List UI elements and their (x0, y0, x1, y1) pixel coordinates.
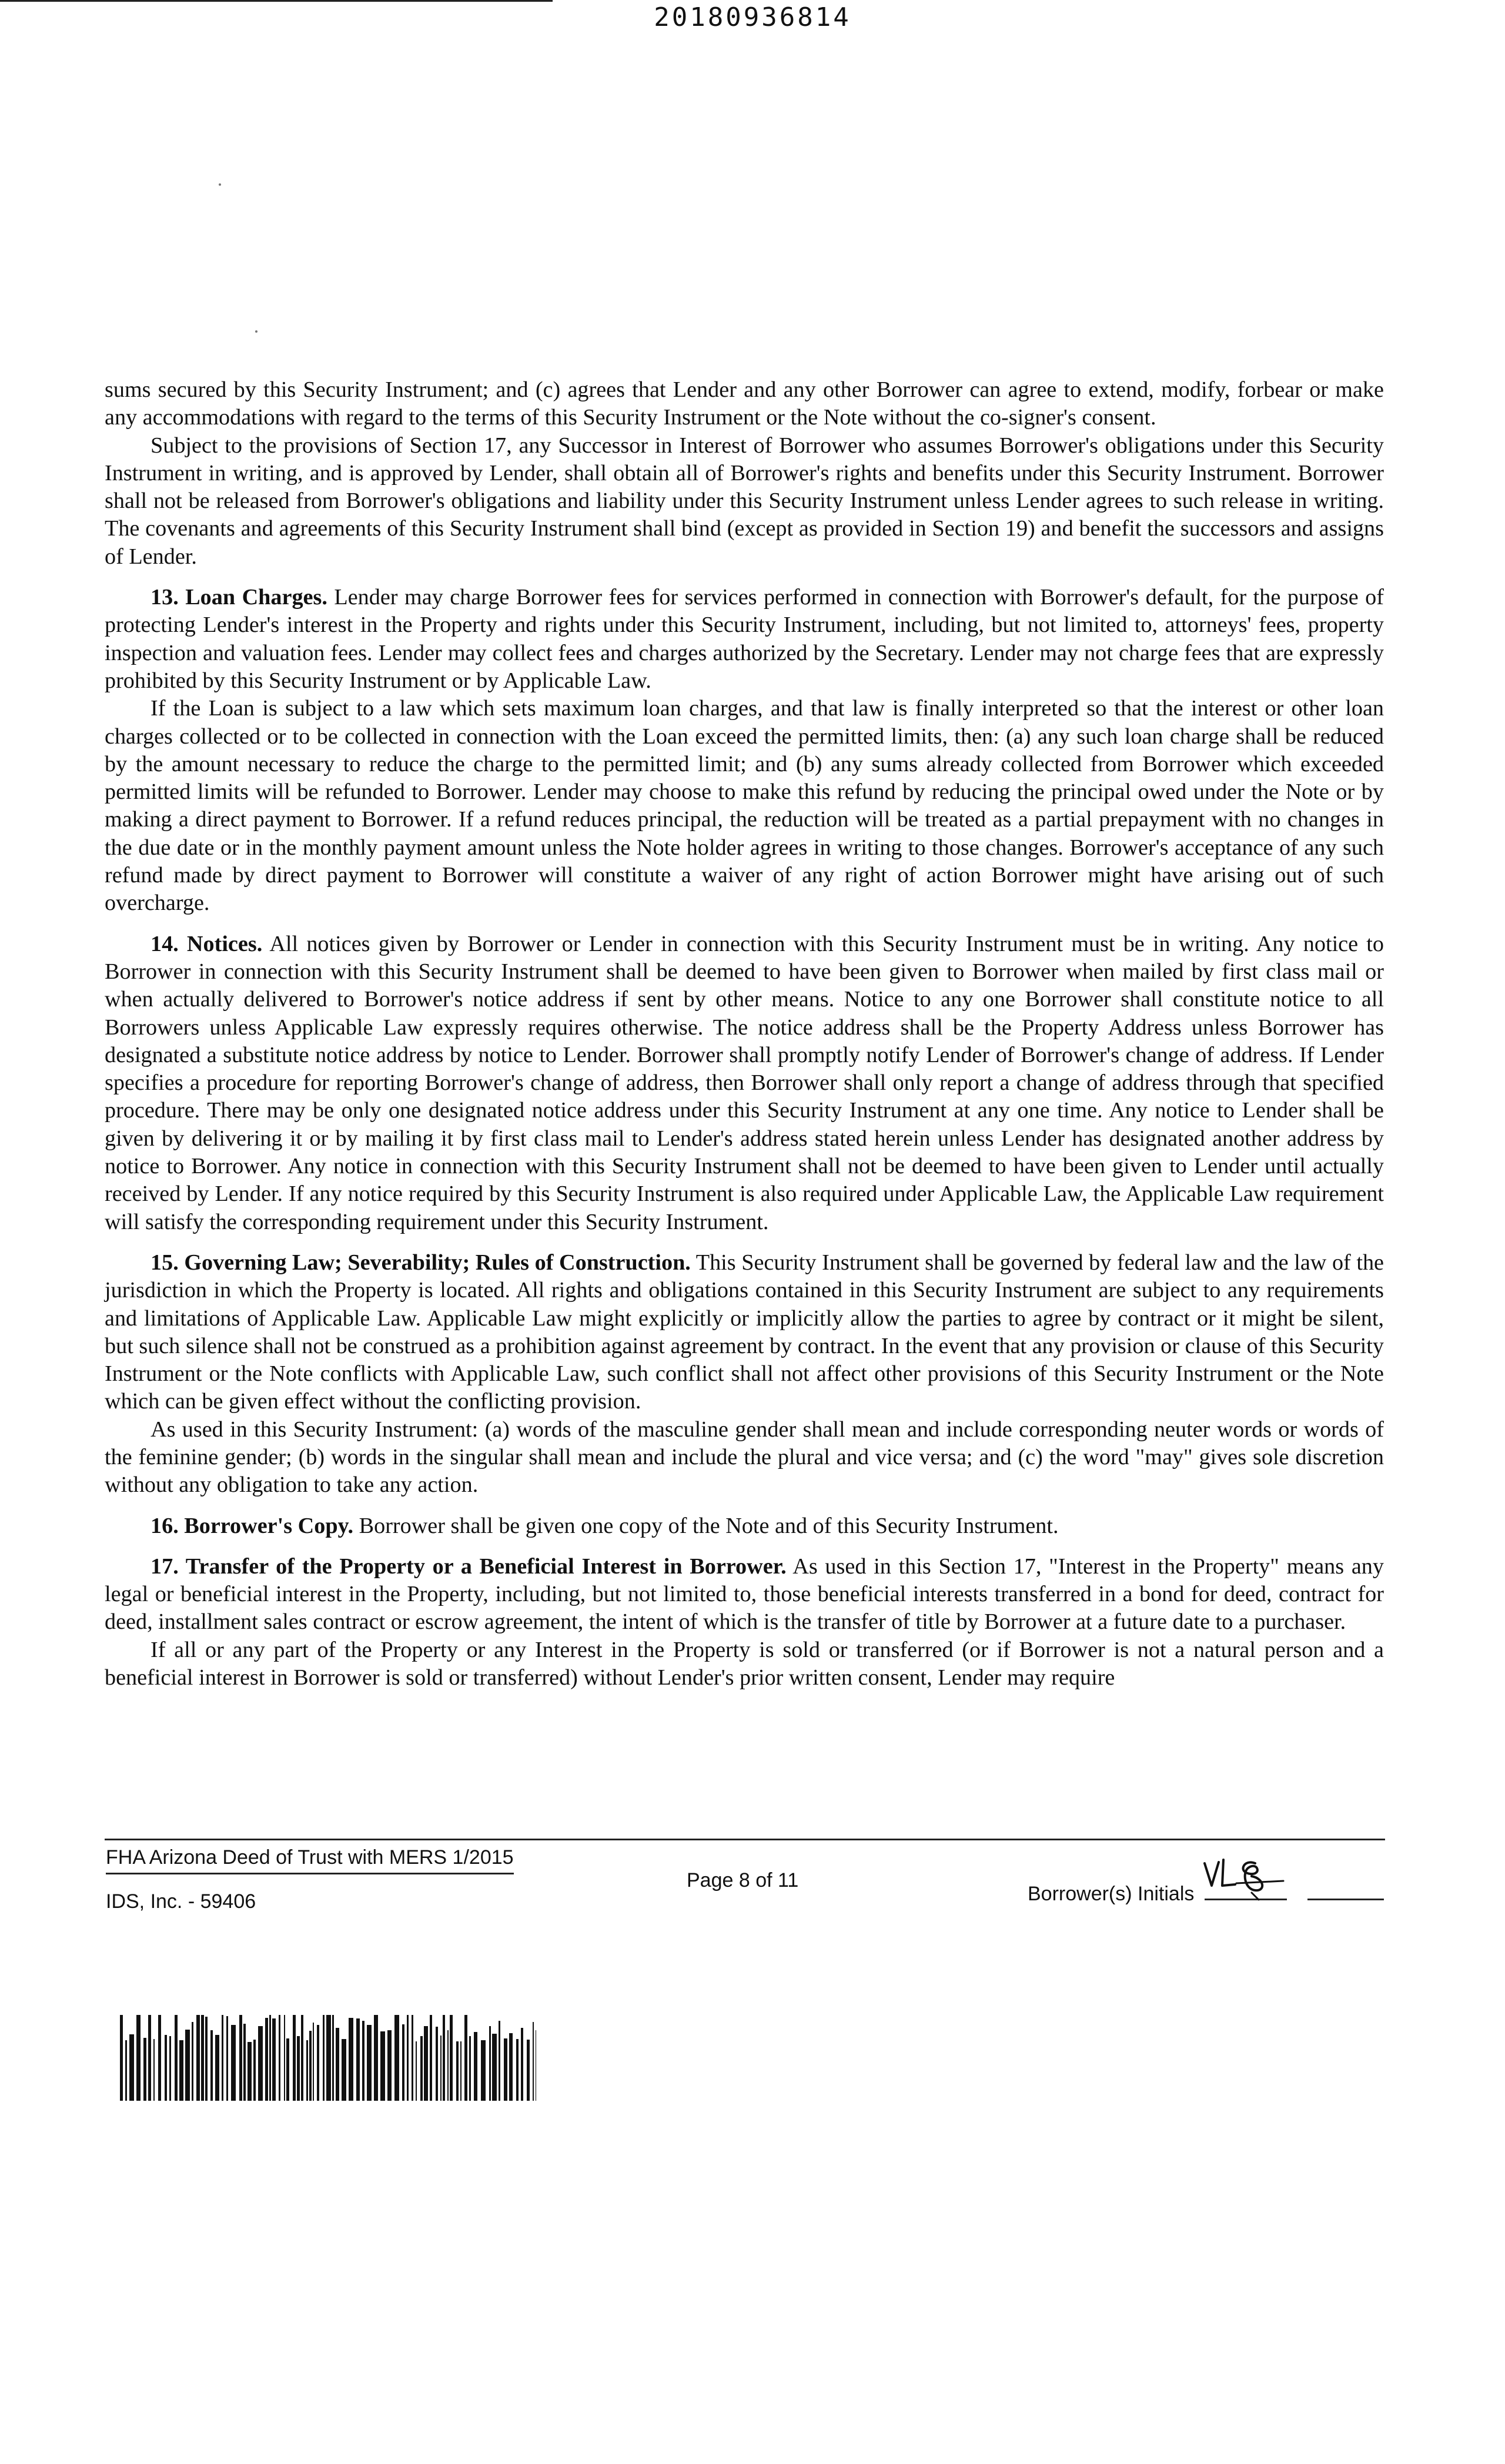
section-17-transfer-of-property (105, 1553, 1384, 1636)
paragraph-text: Lender may charge Borrower fees for services performed in connection with Borrower's default, for the purpose of protecting Lender's interest in the Property and rights under this Security Instrument, including, but not limited to, attorneys' fees, property inspection and valuation fees. Lender may collect fees and charges authorized by the Secretary. Lender may not charge fees that are expressly prohibited by this Security Instrument or by Applicable Law. (105, 585, 1384, 693)
barcode-bar (509, 2033, 513, 2101)
paragraph-sale-or-transfer (105, 1636, 1384, 1692)
paragraph-text: Borrower shall be given one copy of the Note and of this Security Instrument. (359, 1513, 1059, 1538)
section-16-borrowers-copy (105, 1512, 1384, 1540)
barcode-bar (412, 2015, 413, 2101)
barcode-bar (205, 2017, 208, 2101)
barcode-bar (120, 2015, 123, 2101)
barcode-bar (332, 2015, 334, 2101)
barcode-bar (153, 2039, 155, 2101)
section-14-notices (105, 930, 1384, 1236)
barcode-bar (185, 2030, 190, 2101)
section-heading: 17. Transfer of the Property or a Beneficial Interest in Borrower. (150, 1554, 787, 1579)
barcode-bar (317, 2025, 319, 2101)
form-vendor: IDS, Inc. - 59406 (106, 1890, 256, 1913)
barcode-bar (129, 2034, 134, 2101)
barcode-bar (265, 2018, 268, 2101)
barcode-bar (243, 2024, 246, 2101)
barcode-bar (125, 2040, 127, 2101)
barcode-bar (504, 2038, 507, 2101)
paragraph-maximum-loan-charges (105, 695, 1384, 917)
barcode-bar (464, 2015, 467, 2101)
barcode-bar (356, 2018, 360, 2101)
barcode-bar (533, 2022, 534, 2101)
barcode-bar (489, 2026, 491, 2101)
barcode-bar (326, 2015, 331, 2101)
top-edge-rule (0, 0, 553, 2)
barcode-bar (258, 2026, 263, 2101)
barcode-bar (469, 2036, 471, 2101)
barcode-bar (499, 2021, 500, 2101)
barcode-bar (284, 2015, 285, 2101)
barcode-bar (196, 2015, 200, 2101)
barcode-bar (231, 2025, 236, 2101)
handwritten-initials-signature (1201, 1855, 1289, 1902)
section-heading: 14. Notices. (150, 931, 263, 956)
barcode-bar (309, 2031, 312, 2101)
paragraph-consent-continuation (105, 376, 1384, 432)
paragraph-text: If the Loan is subject to a law which sets maximum loan charges, and that law is finally interpreted so that the interest or other loan charges collected or to be collected in connection with the Loan exceed the permitted limits, then: (a) any such loan charge shall be reduced by the amount necessary to reduce the charge to the permitted limit; and (b) any sums already collected from Borrower which exceeded permitted limits will be refunded to Borrower. Lender may choose to make this refund by reducing the principal owed under the Note or by making a direct payment to Borrower. If a refund reduces principal, the reduction will be treated as a partial prepayment with no changes in the due date or in the monthly payment amount unless the Note holder agrees in writing to those changes. Borrower's acceptance of any such refund made by direct payment to Borrower will constitute a waiver of any right of action Borrower might have arising out of such overcharge. (105, 696, 1384, 916)
barcode-bar (210, 2030, 213, 2101)
barcode-bar (430, 2015, 432, 2101)
barcode-bar (192, 2022, 193, 2101)
barcode-bar (158, 2015, 161, 2101)
section-13-loan-charges (105, 584, 1384, 695)
barcode-bar (380, 2031, 385, 2101)
paragraph-rules-of-construction (105, 1416, 1384, 1499)
barcode-bar (374, 2015, 378, 2101)
barcode-bar (516, 2039, 519, 2101)
barcode-bar (349, 2018, 353, 2101)
barcode-bar (394, 2015, 399, 2101)
paragraph-successor-interest (105, 432, 1384, 571)
barcode-bar (402, 2024, 404, 2101)
scan-speck (219, 183, 221, 186)
document-number: 20180936814 (654, 2, 851, 32)
barcode-bar (420, 2036, 423, 2101)
section-heading: 16. Borrower's Copy. (150, 1513, 354, 1538)
paragraph-text: As used in this Section 17, "Interest in the Property" means any legal or beneficial interest in the Property, including, but not limited to, those beneficial interests transferred in a bond for deed, contract for deed, installment sales contract or escrow agreement, the intent of which is the transfer of title by Borrower at a future date to a purchaser. (105, 1554, 1384, 1635)
barcode-image (120, 2015, 536, 2101)
barcode-bar (279, 2015, 280, 2101)
barcode-bar (175, 2015, 178, 2101)
paragraph-text: All notices given by Borrower or Lender in connection with this Security Instrument must be in writing. Any notice to Borrower in connection with this Security Instrument shall be deemed to have been given to Borrower when mailed by first class mail or when actually delivered to Borrower's notice address if sent by other means. Notice to any one Borrower shall constitute notice to all Borrowers unless Applicable Law expressly requires otherwise. The notice address shall be the Property Address unless Borrower has designated a substitute notice address by notice to Lender. Borrower shall promptly notify Lender of Borrower's change of address. If Lender specifies a procedure for reporting Borrower's change of address, then Borrower shall only report a change of address through that specified procedure. There may be only one designated notice address under this Security Instrument at any one time. Any notice to Lender shall be given by delivering it or by mailing it by first class mail to Lender's address stated herein unless Lender has designated another address by notice to Borrower. Any notice in connection with this Security Instrument shall not be deemed to have been given to Lender until actually received by Lender. If any notice required by this Security Instrument is also required under Applicable Law, the Applicable Law requirement will satisfy the corresponding requirement under this Security Instrument. (105, 931, 1384, 1234)
barcode-bar (474, 2032, 477, 2101)
paragraph-text: Subject to the provisions of Section 17, any Successor in Interest of Borrower who assumes Borrower's obligations under this Security Instrument in writing, and is approved by Lender, shall obtain all of Borrower's rights and benefits under this Security Instrument. Borrower shall not be released from Borrower's obligations and liability under this Security Instrument unless Lender agrees to such release in writing. The covenants and agreements of this Security Instrument shall bind (except as provided in Section 19) and benefit the successors and assigns of Lender. (105, 433, 1384, 569)
barcode-bar (179, 2040, 183, 2101)
section-heading: 15. Governing Law; Severability; Rules of Construction. (150, 1250, 691, 1275)
footer-divider (105, 1839, 1385, 1840)
initials-line-signed (1205, 1881, 1287, 1900)
barcode-bar (301, 2015, 303, 2101)
paragraph-text: This Security Instrument shall be governed by federal law and the law of the jurisdiction in which the Property is located. All rights and obligations contained in this Security Instrument are subject to any requirements and limitations of Applicable Law. Applicable Law might explicitly or implicitly allow the parties to agree by contract or it might be silent, but such silence shall not be construed as a prohibition against agreement by contract. In the event that any provision or clause of this Security Instrument or the Note conflicts with Applicable Law, such conflict shall not affect other provisions of this Security Instrument or the Note which can be given effect without the conflicting provision. (105, 1250, 1384, 1414)
barcode-bar (286, 2038, 289, 2101)
barcode-bar (165, 2035, 167, 2101)
barcode-bar (450, 2015, 453, 2101)
barcode-bar (269, 2015, 271, 2101)
barcode-bar (313, 2023, 314, 2101)
barcode-bar (447, 2030, 449, 2101)
barcode-bar (443, 2015, 445, 2101)
barcode-bar (407, 2015, 409, 2101)
barcode-bar (440, 2036, 442, 2101)
barcode-bar (527, 2040, 530, 2101)
barcode-bar (293, 2015, 296, 2101)
barcode-bar (169, 2036, 171, 2101)
footer-form-info (106, 1846, 514, 1913)
barcode-bar (201, 2015, 204, 2101)
borrower-initials-block (1028, 1881, 1384, 1906)
scan-speck (255, 330, 257, 333)
initials-line-blank (1307, 1881, 1384, 1900)
barcode-bar (436, 2027, 438, 2101)
barcode-bar (248, 2042, 252, 2101)
barcode-bar (148, 2015, 151, 2101)
barcode-bar (143, 2038, 146, 2101)
paragraph-text: sums secured by this Security Instrument; and (c) agrees that Lender and any other Borrower can agree to extend, modify, forbear or make any accommodations with regard to the terms of this Security Instrument or the Note without the co-signer's consent. (105, 377, 1384, 430)
barcode-bar (239, 2015, 242, 2101)
barcode-bar (521, 2028, 523, 2101)
barcode-bar (306, 2040, 308, 2101)
barcode-bar (481, 2040, 486, 2101)
barcode-bar (253, 2040, 256, 2101)
deed-body (105, 376, 1384, 1692)
barcode-bar (460, 2041, 461, 2101)
form-title: FHA Arizona Deed of Trust with MERS 1/2015 (106, 1846, 514, 1874)
barcode-bar (367, 2025, 372, 2101)
barcode-bar (297, 2036, 300, 2101)
barcode-bar (272, 2018, 276, 2101)
paragraph-text: As used in this Security Instrument: (a) words of the masculine gender shall mean and include corresponding neuter words or words of the feminine gender; (b) words in the singular shall mean and include the plural and vice versa; and (c) the word "may" gives sole discretion without any obligation to take any action. (105, 1417, 1384, 1498)
initials-label: Borrower(s) Initials (1028, 1883, 1195, 1905)
barcode-bar (424, 2026, 428, 2101)
barcode-bar (323, 2015, 325, 2101)
barcode-bar (362, 2021, 364, 2101)
barcode-bar (342, 2039, 346, 2101)
barcode-bar (222, 2015, 223, 2101)
barcode-bar (387, 2030, 392, 2101)
barcode-bar (456, 2041, 459, 2101)
barcode-bar (336, 2028, 339, 2101)
paragraph-text: If all or any part of the Property or any Interest in the Property is sold or transferred (or if Borrower is not a natural person and a beneficial interest in Borrower is sold or transferred) without Lender's prior written consent, Lender may require (105, 1637, 1384, 1690)
barcode-bar (492, 2034, 497, 2101)
barcode-bar (136, 2015, 141, 2101)
barcode-bar (215, 2035, 219, 2101)
section-15-governing-law (105, 1249, 1384, 1416)
barcode-bar (226, 2016, 228, 2101)
barcode-bar (416, 2041, 417, 2101)
section-heading: 13. Loan Charges. (150, 585, 327, 610)
page-number: Page 8 of 11 (687, 1869, 799, 1891)
